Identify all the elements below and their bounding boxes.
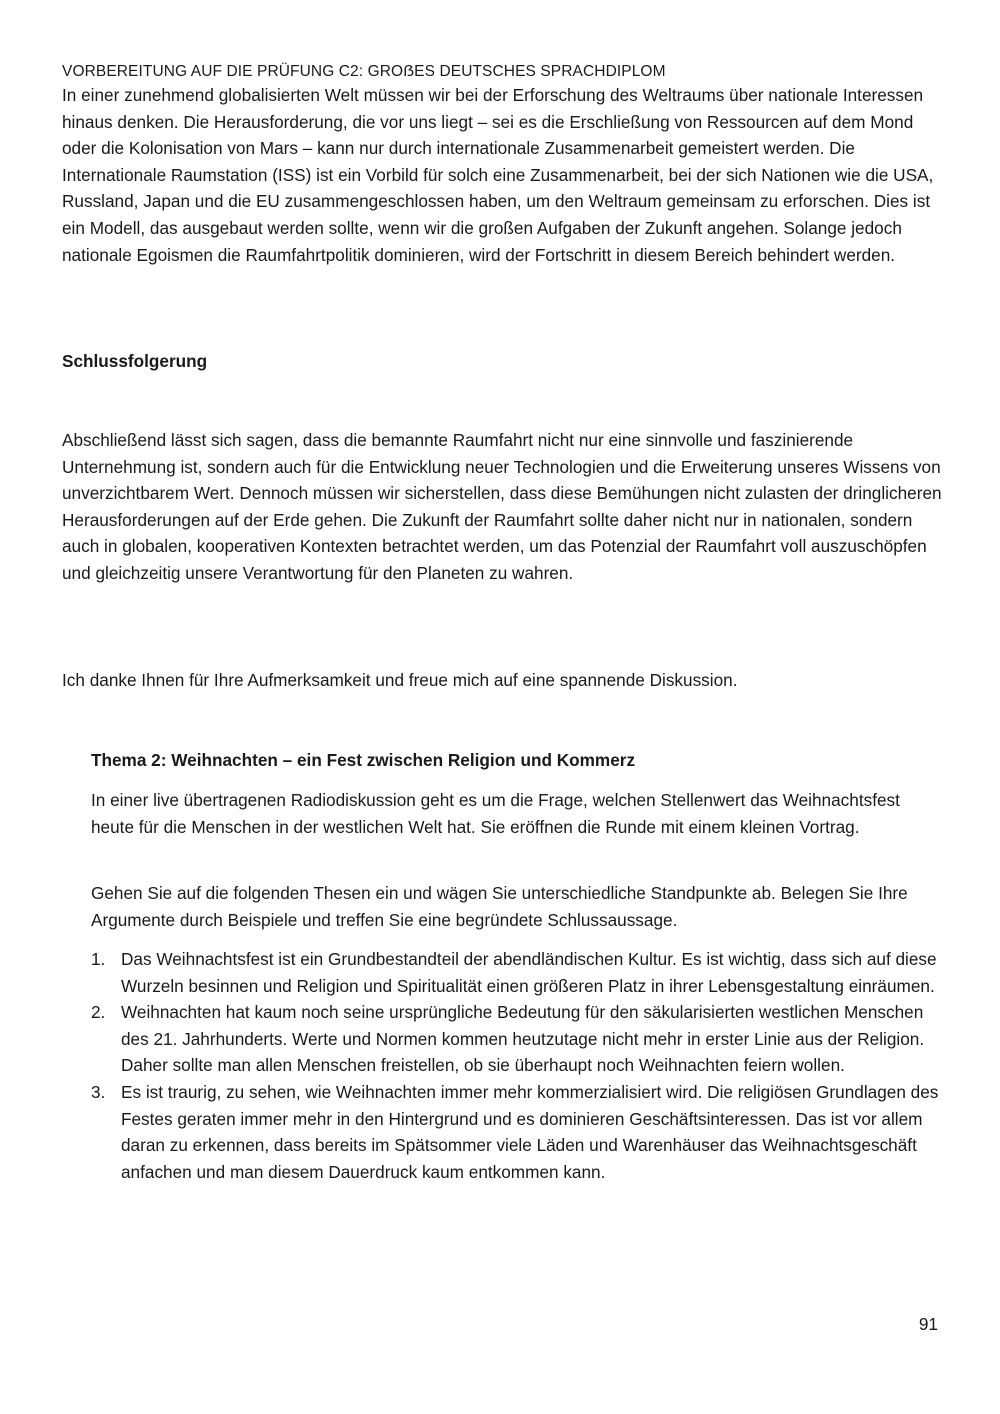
conclusion-heading: Schlussfolgerung: [62, 351, 208, 371]
list-item-number: 3.: [91, 1081, 106, 1102]
list-item: [91, 946, 941, 999]
list-item-number: 1.: [91, 949, 106, 969]
page-number: 91: [918, 1314, 938, 1334]
page-header: VORBEREITUNG AUF DIE PRÜFUNG C2: GROẞES DEUTSCHES SPRACHDIPLOM: [62, 63, 666, 80]
list-item: [91, 1079, 941, 1185]
conclusion-paragraph: Abschließend lässt sich sagen, dass die bemannte Raumfahrt nicht nur eine sinnvolle und faszinierende Unternehmung ist, sondern auch für die Entwicklung neuer Technologien und die Erweiterung unseres Wissens von unverzichtbarem Wert. Dennoch müssen wir sicherstellen, dass diese Bemühungen nicht zulasten der dringlicheren Herausforderungen auf der Erde gehen. Die Zukunft der Raumfahrt sollte daher nicht nur in nationalen, sondern auch in globalen, kooperativen Kontexten betrachtet werden, um das Potenzial der Raumfahrt voll auszuschöpfen und gleichzeitig unsere Verantwortung für den Planeten zu wahren.: [62, 430, 942, 583]
list-item-text: Das Weihnachtsfest ist ein Grundbestandteil der abendländischen Kultur. Es ist wichtig, dass sich auf diese Wurzeln besinnen und Religion und Spiritualität einen größeren Platz in ihrer Lebensgestaltung einräumen.: [121, 949, 937, 996]
list-item-text: Es ist traurig, zu sehen, wie Weihnachten immer mehr kommerzialisiert wird. Die religiösen Grundlagen des Festes geraten immer mehr in den Hintergrund und es dominieren Geschäftsinteressen. Das ist vor allem daran zu erkennen, dass bereits im Spätsommer viele Läden und Warenhäuser das Weihnachtsgeschäft anfachen und man diesem Dauerdruck kaum entkommen kann.: [121, 1081, 939, 1182]
topic-title: Thema 2: Weihnachten – ein Fest zwischen Religion und Kommerz: [91, 750, 636, 770]
list-item-text: Weihnachten hat kaum noch seine ursprüngliche Bedeutung für den säkularisierten westlichen Menschen des 21. Jahrhunderts. Werte und Normen kommen heutzutage nicht mehr in erster Linie aus der Religion. Daher sollte man allen Menschen freistellen, ob sie überhaupt noch Weihnachten feiern wollen.: [121, 1002, 925, 1076]
thanks-paragraph: Ich danke Ihnen für Ihre Aufmerksamkeit und freue mich auf eine spannende Diskussion.: [62, 670, 738, 690]
list-item-number: 2.: [91, 1002, 106, 1023]
topic-instruction: Gehen Sie auf die folgenden Thesen ein und wägen Sie unterschiedliche Standpunkte ab. Belegen Sie Ihre Argumente durch Beispiele und treffen Sie eine begründete Schlussaussage.: [91, 883, 908, 930]
intro-paragraph: In einer zunehmend globalisierten Welt müssen wir bei der Erforschung des Weltraums über nationale Interessen hinaus denken. Die Herausforderung, die vor uns liegt – sei es die Erschließung von Ressourcen auf dem Mond oder die Kolonisation von Mars – kann nur durch internationale Zusammenarbeit gemeistert werden. Die Internationale Raumstation (ISS) ist ein Vorbild für solch eine Zusammenarbeit, bei der sich Nationen wie die USA, Russland, Japan und die EU zusammengeschlossen haben, um den Weltraum gemeinsam zu erforschen. Dies ist ein Modell, das ausgebaut werden sollte, wenn wir die großen Aufgaben der Zukunft angehen. Solange jedoch nationale Egoismen die Raumfahrtpolitik dominieren, wird der Fortschritt in diesem Bereich behindert werden.: [62, 85, 934, 265]
topic-description: In einer live übertragenen Radiodiskussion geht es um die Frage, welchen Stellenwert das Weihnachtsfest heute für die Menschen in der westlichen Welt hat. Sie eröffnen die Runde mit einem kleinen Vortrag.: [91, 790, 900, 837]
theses-list: [91, 946, 941, 1185]
list-item: [91, 999, 941, 1079]
